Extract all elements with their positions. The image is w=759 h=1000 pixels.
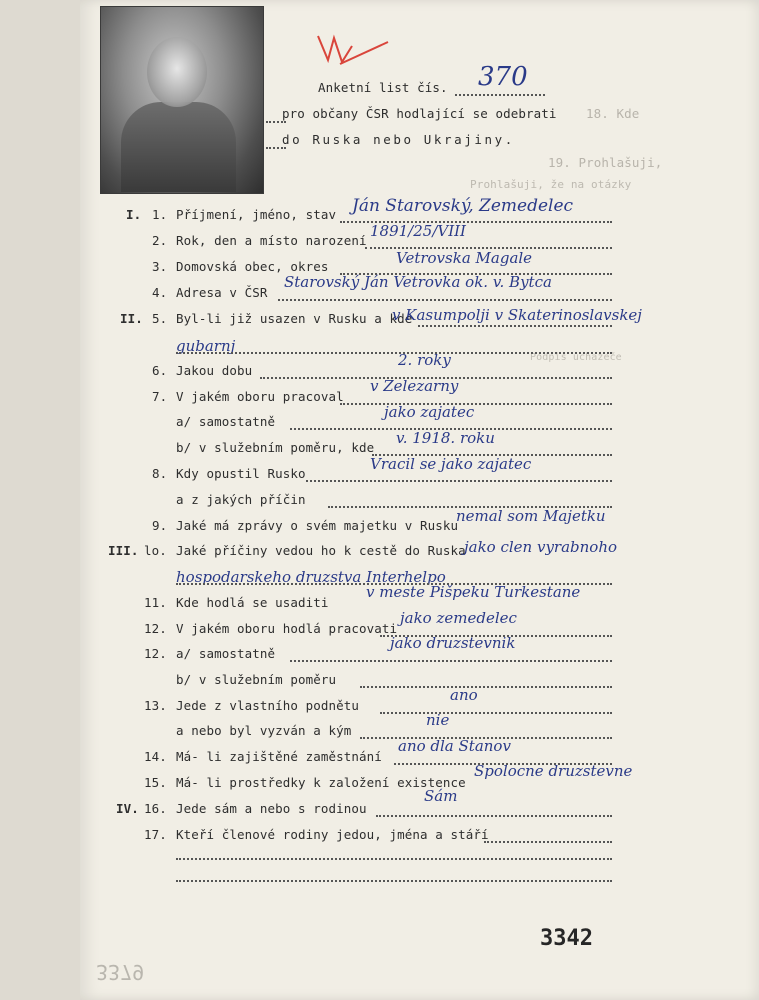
bleed-through-text: 18. Kde bbox=[586, 106, 640, 121]
bleed-through-text: Prohlašuji, že na otázky bbox=[470, 178, 632, 191]
field-label-birth: Rok, den a místo narození bbox=[176, 233, 367, 248]
field-label-duration: Jakou dobu bbox=[176, 363, 253, 378]
field-label-occupation: V jakém oboru pracoval bbox=[176, 389, 344, 404]
field-label-future-occupation: V jakém oboru hodlá pracovati bbox=[176, 621, 398, 636]
field-number: 12. bbox=[144, 621, 167, 636]
form-subtitle: pro občany ČSR hodlající se odebrati bbox=[282, 106, 557, 121]
field-number: 16. bbox=[144, 801, 167, 816]
field-value-left-russia: Vracil se jako zajatec bbox=[370, 455, 532, 473]
field-label-invited: a nebo byl vyzván a kým bbox=[176, 723, 352, 738]
field-label-family-members: Kteří členové rodiny jedou, jména a stáří bbox=[176, 827, 489, 842]
field-label-reasons-travel: Jaké příčiny vedou ho k cestě do Ruska bbox=[176, 543, 466, 558]
field-number: 13. bbox=[144, 698, 167, 713]
field-value-employment: ano dla Stanov bbox=[398, 737, 511, 755]
section-roman-iii: III. bbox=[108, 543, 139, 558]
field-value-surname: Ján Starovský, Zemedelec bbox=[352, 196, 574, 216]
field-value-future-occupation: jako zemedelec bbox=[400, 609, 517, 627]
field-label-settled: Byl-li již usazen v Rusku a kde bbox=[176, 311, 413, 326]
field-number: 7. bbox=[152, 389, 168, 404]
field-number: 9. bbox=[152, 518, 168, 533]
field-label-means: Má- li prostředky k založení existence bbox=[176, 775, 466, 790]
field-value-address: Starovský Ján Vetrovka ok. v. Bytca bbox=[284, 273, 552, 291]
field-label-future-independent: a/ samostatně bbox=[176, 646, 276, 661]
field-value-settled: v Kasumpolji v Skaterinoslavskej gubarnj bbox=[176, 306, 642, 355]
section-roman-iv: IV. bbox=[116, 801, 139, 816]
field-value-settle: v meste Pišpeku Turkestane bbox=[366, 583, 581, 601]
field-value-municipality: Vetrovska Magale bbox=[396, 249, 533, 267]
field-number: 11. bbox=[144, 595, 167, 610]
form-subtitle-2: do Ruska nebo Ukrajiny. bbox=[282, 132, 515, 147]
field-value-future-independent: jako druzstevnik bbox=[390, 634, 516, 652]
field-number: 15. bbox=[144, 775, 167, 790]
field-number: 1. bbox=[152, 207, 168, 222]
list-number: 370 bbox=[478, 62, 528, 92]
field-value-invited: nie bbox=[426, 711, 450, 729]
field-number: 2. bbox=[152, 233, 168, 248]
section-roman-i: I. bbox=[126, 207, 142, 222]
field-label-settle: Kde hodlá se usaditi bbox=[176, 595, 329, 610]
bleed-through-number: 3379 bbox=[96, 960, 145, 984]
bleed-through-text: 19. Prohlašuji, bbox=[548, 155, 663, 170]
field-label-own-initiative: Jede z vlastního podnětu bbox=[176, 698, 360, 713]
field-label-address: Adresa v ČSR bbox=[176, 285, 268, 300]
form-title: Anketní list čís. bbox=[318, 80, 448, 95]
field-number: 6. bbox=[152, 363, 168, 378]
red-pencil-mark bbox=[312, 18, 392, 78]
field-value-alone-family: Sám bbox=[424, 787, 458, 805]
field-label-alone-family: Jede sám a nebo s rodinou bbox=[176, 801, 367, 816]
field-value-reasons-travel: jako clen vyrabnoho hospodarskeho druzstva Interhelpo bbox=[176, 538, 618, 586]
field-number: 3. bbox=[152, 259, 168, 274]
field-label-future-employed: b/ v služebním poměru bbox=[176, 672, 337, 687]
field-value-occupation: v Zelezarny bbox=[370, 377, 459, 395]
field-label-reasons: a z jakých příčin bbox=[176, 492, 306, 507]
field-value-means: Spolocne druzstevne bbox=[474, 762, 633, 780]
field-label-employed-where: b/ v služebním poměru, kde bbox=[176, 440, 375, 455]
field-number: 12. bbox=[144, 646, 167, 661]
field-label-independent: a/ samostatně bbox=[176, 414, 276, 429]
archive-stamp-number: 3342 bbox=[540, 926, 593, 951]
field-value-independent: jako zajatec bbox=[384, 403, 475, 421]
field-value-birth: 1891/25/VIII bbox=[370, 222, 466, 240]
field-value-employed-where: v. 1918. roku bbox=[396, 429, 495, 447]
field-number: lo. bbox=[144, 543, 167, 558]
bleed-through-text: Podpis uchazeče bbox=[530, 352, 622, 363]
field-number: 4. bbox=[152, 285, 168, 300]
field-number: 5. bbox=[152, 311, 168, 326]
field-label-property: Jaké má zprávy o svém majetku v Rusku bbox=[176, 518, 459, 533]
applicant-photo bbox=[100, 6, 264, 194]
field-label-surname: Příjmení, jméno, stav bbox=[176, 207, 337, 222]
field-number: 17. bbox=[144, 827, 167, 842]
field-value-own-initiative: ano bbox=[450, 686, 478, 704]
section-roman-ii: II. bbox=[120, 311, 143, 326]
field-label-employment: Má- li zajištěné zaměstnání bbox=[176, 749, 382, 764]
field-value-property: nemal som Majetku bbox=[456, 507, 606, 525]
field-number: 8. bbox=[152, 466, 168, 481]
field-label-left-russia: Kdy opustil Rusko bbox=[176, 466, 306, 481]
field-value-duration: 2. roky bbox=[398, 351, 451, 369]
field-label-municipality: Domovská obec, okres bbox=[176, 259, 329, 274]
field-number: 14. bbox=[144, 749, 167, 764]
